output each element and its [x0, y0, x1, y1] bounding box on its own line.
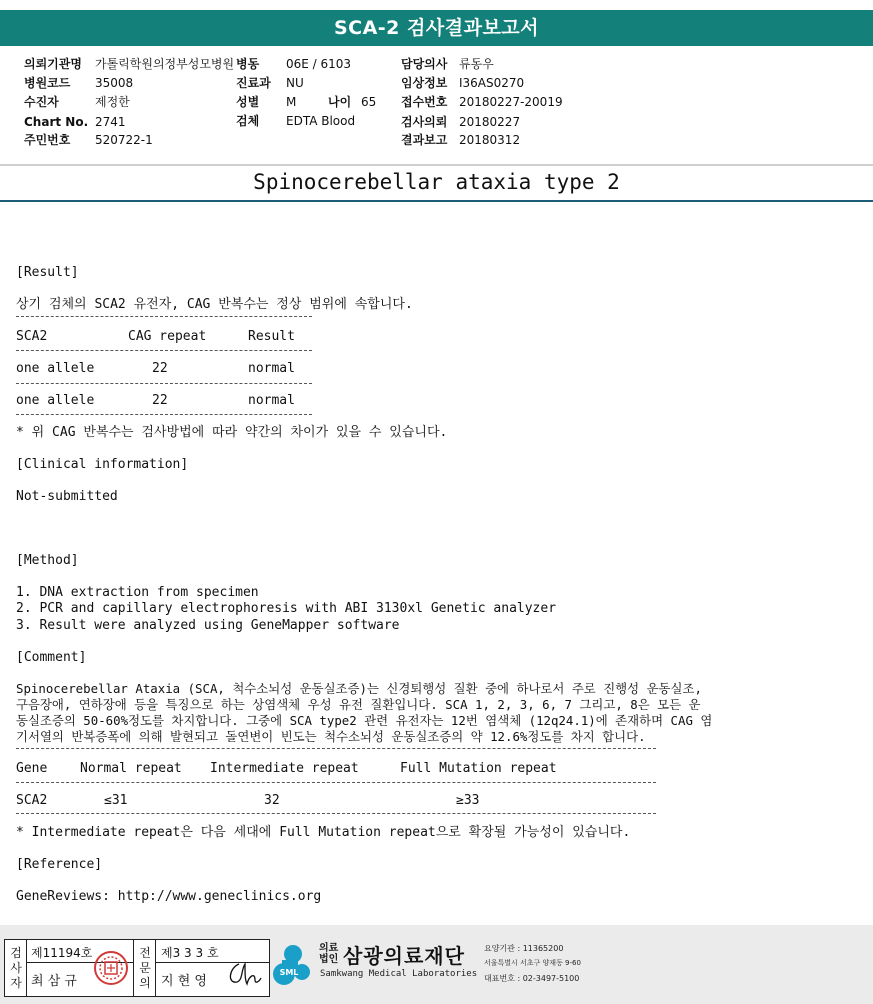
org-name-en: Samkwang Medical Laboratories	[320, 969, 478, 979]
signature-icon	[225, 958, 263, 988]
sml-logo-icon	[272, 940, 314, 988]
method-item: 1. DNA extraction from specimen	[16, 585, 259, 600]
repeat-col-normal: Normal repeat	[80, 761, 182, 776]
report-title: Spinocerebellar ataxia type 2	[253, 170, 620, 194]
table-cell: 22	[152, 393, 168, 408]
repeat-col-gene: Gene	[16, 761, 48, 776]
table-cell: normal	[248, 361, 295, 376]
result-summary: 상기 검체의 SCA2 유전자, CAG 반복수는 정상 범위에 속합니다.	[16, 297, 413, 312]
report-header-title: SCA-2 검사결과보고서	[0, 10, 873, 46]
table-cell: ≤31	[104, 793, 128, 808]
dashed-rule	[16, 414, 312, 415]
age-label: 나이	[328, 95, 352, 109]
table-cell: normal	[248, 393, 295, 408]
clinical-info-value: I36AS0270	[459, 76, 525, 90]
specialist-vertical-label	[137, 946, 153, 991]
phone: 대표번호 : 02-3497-5100	[484, 974, 580, 983]
dept-label: 진료과	[236, 76, 271, 90]
label-char: 검	[10, 946, 22, 960]
label-char: 의	[139, 976, 151, 990]
logo-text: SML	[279, 968, 299, 977]
comment-line: 기서열의 반복증폭에 의해 발현되고 돌연변이 빈도는 척수소뇌성 운동실조증의 약 12.6%정도를 차지 합니다.	[16, 729, 646, 744]
report-date-value: 20180312	[459, 133, 521, 147]
ward-value: 06E / 6103	[286, 57, 352, 71]
dashed-rule	[16, 748, 656, 749]
repeat-col-full: Full Mutation repeat	[400, 761, 557, 776]
comment-line: Spinocerebellar Ataxia (SCA, 척수소뇌성 운동실조증)는 신경퇴행성 질환 중에 하나로서 주로 진행성 운동실조,	[16, 681, 702, 696]
dashed-rule	[16, 316, 312, 317]
result-col-result: Result	[248, 329, 295, 344]
title-rule	[0, 200, 873, 202]
org-name: 삼광의료재단	[343, 944, 465, 968]
seal-stamp-icon	[93, 950, 129, 986]
sex-value: M	[286, 95, 297, 109]
specimen-value: EDTA Blood	[286, 114, 356, 128]
sex-label: 성별	[236, 95, 260, 109]
table-cell: SCA2	[16, 793, 48, 808]
label-char: 자	[10, 976, 22, 990]
clinical-heading: [Clinical information]	[16, 457, 189, 472]
method-heading: [Method]	[16, 553, 79, 568]
result-col-repeat: CAG repeat	[128, 329, 207, 344]
repeat-col-intermediate: Intermediate repeat	[210, 761, 359, 776]
reference-heading: [Reference]	[16, 857, 103, 872]
dashed-rule	[16, 383, 312, 384]
address: 서울특별시 서초구 양재동 9-60	[484, 959, 581, 967]
table-cell: ≥33	[456, 793, 480, 808]
specialist-name: 지 현 영	[161, 974, 207, 989]
signature-box	[4, 939, 270, 997]
dashed-rule	[16, 782, 656, 783]
table-cell: 22	[152, 361, 168, 376]
doctor-value: 류동우	[459, 57, 494, 71]
label-char: 전	[139, 946, 151, 960]
dept-value: NU	[286, 76, 304, 90]
divider	[133, 940, 134, 996]
dashed-rule	[16, 813, 656, 814]
chart-value: 2741	[95, 115, 126, 129]
result-note: * 위 CAG 반복수는 검사방법에 따라 약간의 차이가 있을 수 있습니다.	[16, 425, 448, 440]
label-char: 사	[10, 961, 22, 975]
dashed-rule	[16, 350, 312, 351]
doctor-label: 담당의사	[401, 57, 448, 71]
report-date-label: 결과보고	[401, 133, 448, 147]
specialist-license: 제3 3 3 호	[161, 946, 219, 960]
receipt-label: 접수번호	[401, 95, 448, 109]
divider	[26, 940, 27, 996]
method-item: 3. Result were analyzed using GeneMapper software	[16, 618, 400, 633]
table-cell: one allele	[16, 393, 95, 408]
specimen-label: 검체	[236, 114, 260, 128]
org-prefix-bottom: 법인	[319, 954, 339, 965]
divider	[155, 940, 156, 996]
age-value: 65	[361, 95, 377, 109]
examiner-vertical-label	[8, 946, 24, 991]
hospital-value: 가톨릭학원의정부성모병원	[95, 57, 235, 71]
org-prefix-top: 의료	[319, 943, 339, 954]
comment-line: 구음장애, 연하장애 등을 특징으로 하는 상염색체 우성 유전 질환입니다. SCA 1, 2, 3, 6, 7 그리고, 8은 모든 운	[16, 697, 701, 712]
reference-text: GeneReviews: http://www.geneclinics.org	[16, 889, 322, 904]
info-divider	[0, 164, 873, 166]
ward-label: 병동	[236, 57, 260, 71]
comment-note: * Intermediate repeat은 다음 세대에 Full Mutation repeat으로 확장될 가능성이 있습니다.	[16, 825, 631, 840]
patient-value: 제정한	[95, 95, 130, 109]
id-value: 520722-1	[95, 133, 153, 147]
hospital-label: 의뢰기관명	[24, 57, 82, 71]
hospital-code-value: 35008	[95, 76, 134, 90]
label-char: 문	[139, 961, 151, 975]
table-cell: 32	[264, 793, 280, 808]
examiner-name: 최 삼 규	[31, 974, 77, 989]
result-col-gene: SCA2	[16, 329, 48, 344]
method-item: 2. PCR and capillary electrophoresis with ABI 3130xl Genetic analyzer	[16, 601, 557, 616]
examiner-license: 제11194호	[31, 946, 93, 960]
patient-info	[0, 55, 873, 155]
request-label: 검사의뢰	[401, 115, 448, 129]
request-value: 20180227	[459, 115, 521, 129]
org-prefix	[319, 943, 338, 965]
chart-label: Chart No.	[24, 115, 89, 129]
comment-heading: [Comment]	[16, 650, 87, 665]
clinical-info-label: 임상정보	[401, 76, 448, 90]
hospital-code-label: 병원코드	[24, 76, 71, 90]
receipt-value: 20180227-20019	[459, 95, 563, 109]
patient-label: 수진자	[24, 95, 59, 109]
table-cell: one allele	[16, 361, 95, 376]
result-heading: [Result]	[16, 265, 79, 280]
care-code: 요양기관 : 11365200	[484, 944, 564, 953]
id-label: 주민번호	[24, 133, 71, 147]
comment-line: 동실조증의 50-60%정도를 차지합니다. 그중에 SCA type2 관련 유전자는 12번 염색체 (12q24.1)에 존재하며 CAG 염	[16, 713, 713, 728]
clinical-text: Not-submitted	[16, 489, 118, 504]
